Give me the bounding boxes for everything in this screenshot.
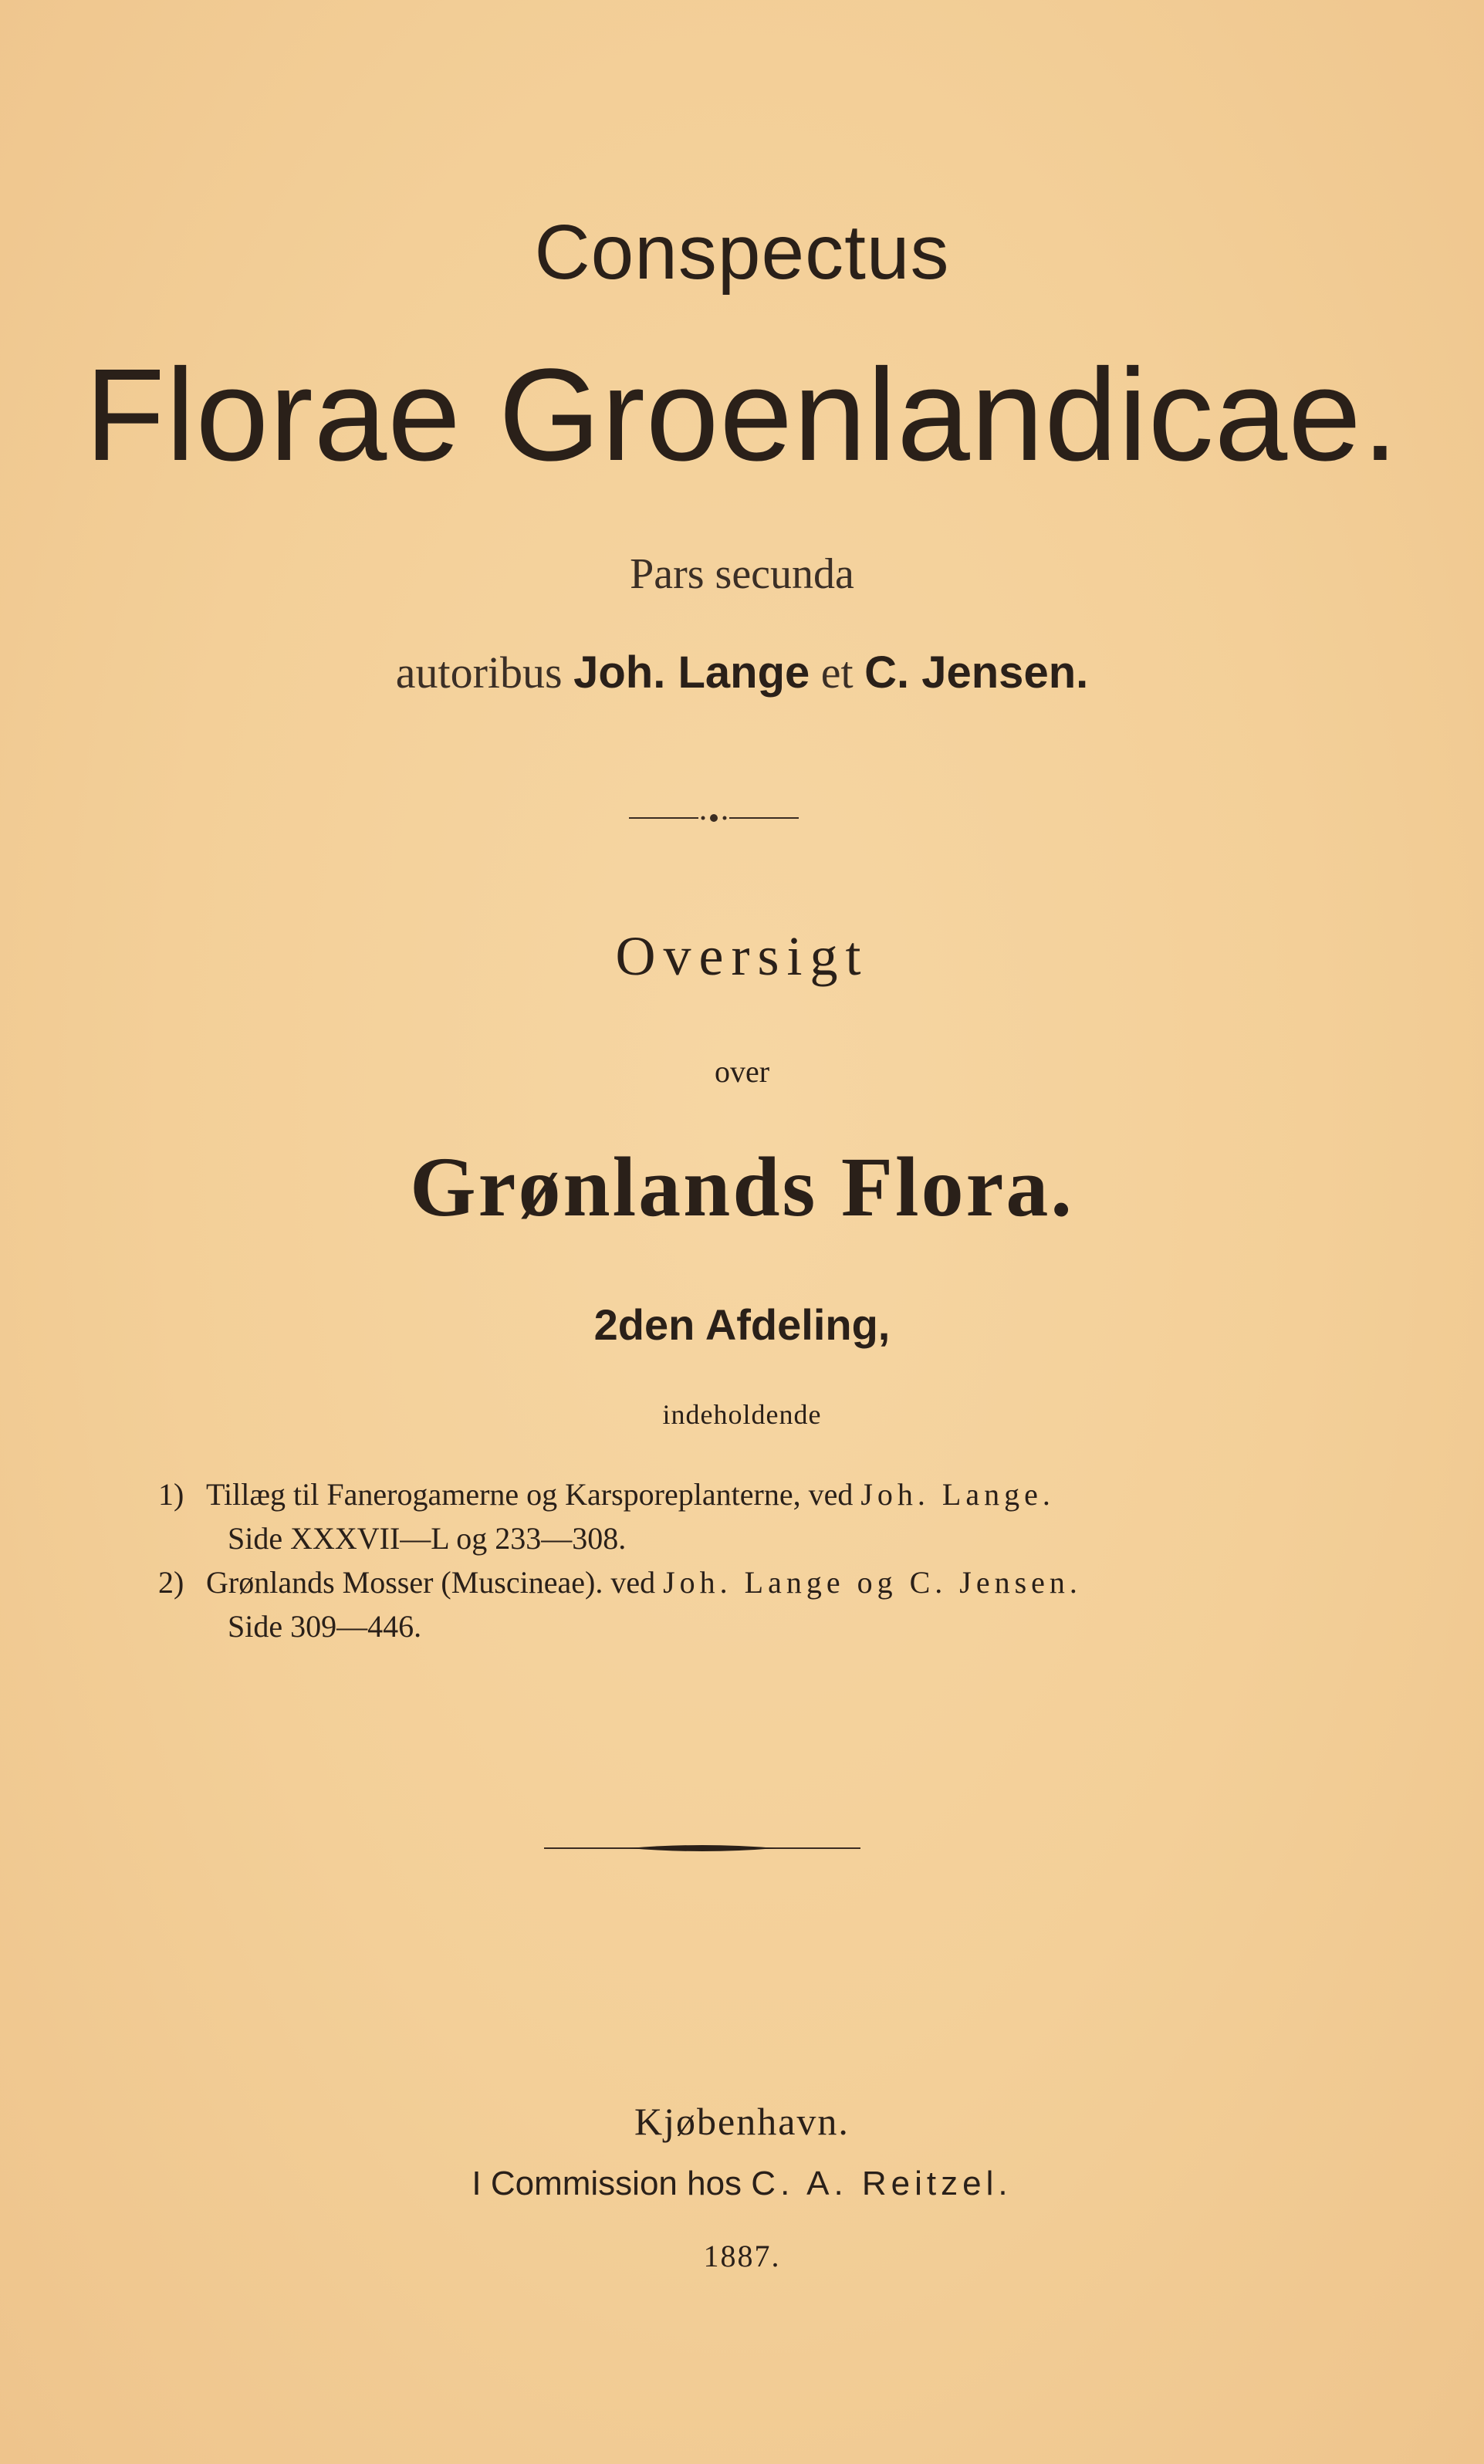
division-name: 2den Afdeling,: [593, 1300, 891, 1349]
item-number: 2): [158, 1565, 184, 1600]
ornament-swell-rule: [544, 1837, 860, 1860]
item-text: Grønlands Mosser (Muscineae). ved: [206, 1565, 656, 1600]
title-line-1: Conspectus: [534, 209, 950, 296]
contents-item-1-pages: Side XXXVII—L og 233—308.: [228, 1521, 627, 1556]
ornament-dot-rule: [629, 806, 799, 830]
authors-prefix: autoribus: [395, 647, 563, 698]
item-text: Tillæg til Fanerogamerne og Karsporeplanterne, ved: [206, 1477, 854, 1512]
title-line-2: Florae Groenlandicae.: [84, 342, 1400, 488]
danish-title-2: over: [714, 1054, 770, 1089]
author-1: Joh. Lange: [573, 647, 810, 698]
authors-line: [0, 647, 1484, 698]
author-2: C. Jensen.: [864, 647, 1089, 698]
item-author: Joh. Lange.: [860, 1477, 1055, 1512]
contents-item-1: [158, 1476, 1055, 1513]
item-author: Joh. Lange og C. Jensen.: [663, 1565, 1082, 1600]
imprint-publisher: C. A. Reitzel.: [751, 2165, 1012, 2202]
contents-item-2-pages: Side 309—446.: [228, 1609, 422, 1644]
danish-title-1: Oversigt: [615, 925, 869, 987]
pars-label: Pars secunda: [630, 550, 854, 598]
imprint-publisher-prefix: I Commission hos: [472, 2165, 742, 2202]
imprint-city: Kjøbenhavn.: [634, 2100, 850, 2143]
contents-item-2: [158, 1564, 1082, 1600]
danish-title-3: Grønlands Flora.: [410, 1140, 1074, 1234]
imprint-publisher-line: [0, 2165, 1484, 2203]
imprint-year: 1887.: [703, 2239, 781, 2273]
division-contains: indeholdende: [662, 1399, 822, 1430]
item-number: 1): [158, 1477, 184, 1512]
authors-conjunction: et: [820, 647, 854, 698]
